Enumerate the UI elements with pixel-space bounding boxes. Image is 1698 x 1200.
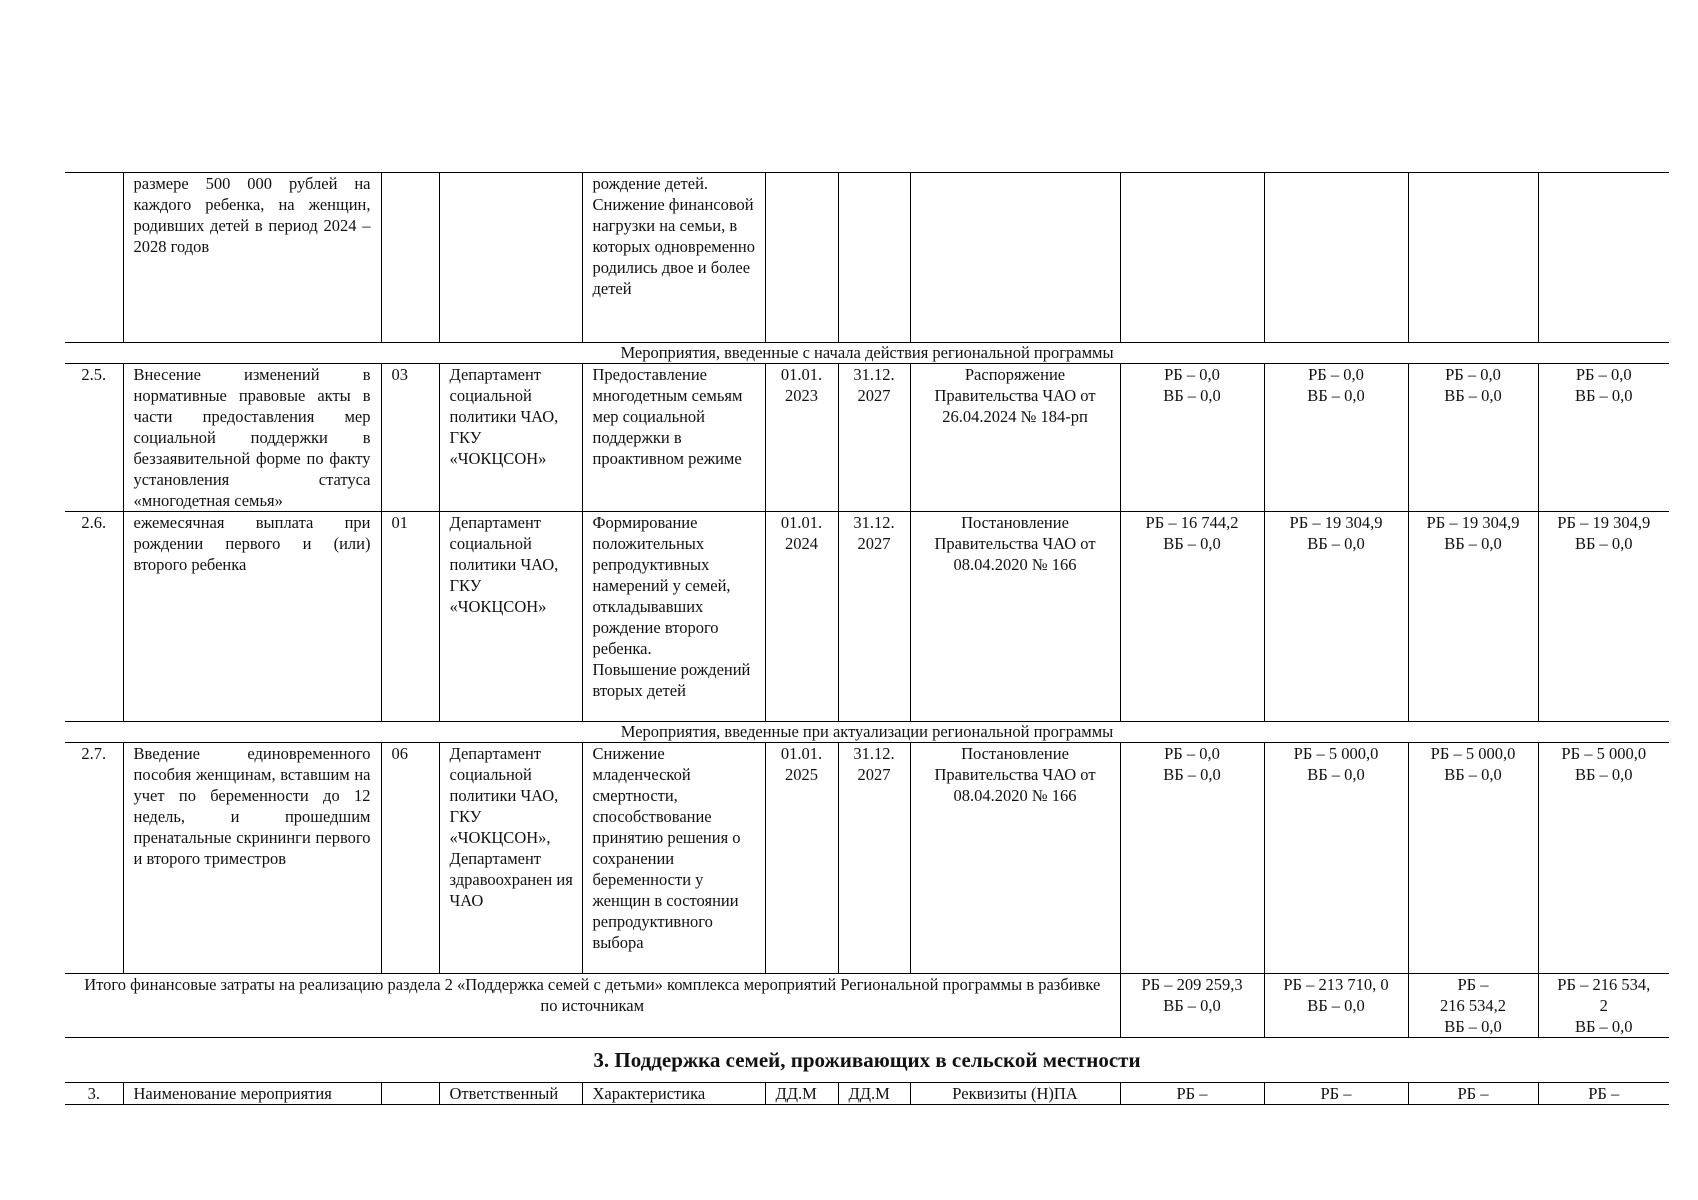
- cell-fin-3: РБ –: [1408, 1083, 1538, 1105]
- cell-fin-3: РБ – 19 304,9 ВБ – 0,0: [1408, 512, 1538, 722]
- cell-responsible: Департамент социальной политики ЧАО, ГКУ «ЧОКЦСОН», Департамент здравоохранен ия ЧАО: [439, 743, 582, 974]
- cell-name: Введение единовременного пособия женщинам, вставшим на учет по беременности до 12 недель, и прошедшим пренатальные скрининги первого и второго триместров: [123, 743, 381, 974]
- cell-responsible: Ответственный: [439, 1083, 582, 1105]
- cell-fin-1: РБ –: [1120, 1083, 1264, 1105]
- table-row-2-6: [65, 512, 1669, 722]
- cell-start: [765, 173, 838, 343]
- cell-fin-2: РБ – 0,0 ВБ – 0,0: [1264, 364, 1408, 512]
- cell-fin-3: [1408, 173, 1538, 343]
- table-row-continuation: [65, 173, 1669, 343]
- subsection-title: Мероприятия, введенные с начала действия региональной программы: [65, 343, 1669, 364]
- cell-npa: Постановление Правительства ЧАО от 08.04.2020 № 166: [910, 512, 1120, 722]
- cell-num: 2.6.: [65, 512, 123, 722]
- cell-name: размере 500 000 рублей на каждого ребенка, на женщин, родивших детей в период 2024 – 2028 годов: [123, 173, 381, 343]
- total-fin-1: РБ – 209 259,3 ВБ – 0,0: [1120, 974, 1264, 1038]
- cell-name: Наименование мероприятия: [123, 1083, 381, 1105]
- total-fin-3: РБ – 216 534,2 ВБ – 0,0: [1408, 974, 1538, 1038]
- cell-fin-4: [1538, 173, 1669, 343]
- total-label: Итого финансовые затраты на реализацию раздела 2 «Поддержка семей с детьми» комплекса мероприятий Региональной программы в разбивке по источникам: [65, 974, 1120, 1038]
- cell-npa: [910, 173, 1120, 343]
- cell-fin-3: РБ – 5 000,0 ВБ – 0,0: [1408, 743, 1538, 974]
- cell-fin-4: РБ – 19 304,9 ВБ – 0,0: [1538, 512, 1669, 722]
- cell-end: ДД.М: [838, 1083, 910, 1105]
- cell-end: 31.12. 2027: [838, 364, 910, 512]
- cell-end: [838, 173, 910, 343]
- cell-code: 06: [381, 743, 439, 974]
- cell-fin-4: РБ – 0,0 ВБ – 0,0: [1538, 364, 1669, 512]
- cell-fin-2: [1264, 173, 1408, 343]
- table-row-2-7: [65, 743, 1669, 974]
- table-row-total: [65, 974, 1669, 1038]
- cell-code: 03: [381, 364, 439, 512]
- cell-end: 31.12. 2027: [838, 743, 910, 974]
- cell-start: 01.01. 2024: [765, 512, 838, 722]
- cell-npa: Распоряжение Правительства ЧАО от 26.04.2024 № 184-рп: [910, 364, 1120, 512]
- cell-fin-2: РБ – 19 304,9 ВБ – 0,0: [1264, 512, 1408, 722]
- cell-fin-2: РБ – 5 000,0 ВБ – 0,0: [1264, 743, 1408, 974]
- section-heading-row: [65, 1038, 1669, 1083]
- cell-start: 01.01. 2023: [765, 364, 838, 512]
- table-row-3: [65, 1083, 1669, 1105]
- cell-start: ДД.М: [765, 1083, 838, 1105]
- cell-npa: Постановление Правительства ЧАО от 08.04.2020 № 166: [910, 743, 1120, 974]
- cell-responsible: [439, 173, 582, 343]
- cell-responsible: Департамент социальной политики ЧАО, ГКУ «ЧОКЦСОН»: [439, 512, 582, 722]
- cell-name: ежемесячная выплата при рождении первого и (или) второго ребенка: [123, 512, 381, 722]
- cell-code: [381, 1083, 439, 1105]
- cell-start: 01.01. 2025: [765, 743, 838, 974]
- total-fin-4: РБ – 216 534, 2 ВБ – 0,0: [1538, 974, 1669, 1038]
- table-row-2-5: [65, 364, 1669, 512]
- cell-npa: Реквизиты (Н)ПА: [910, 1083, 1120, 1105]
- subsection-row: [65, 343, 1669, 364]
- cell-num: [65, 173, 123, 343]
- cell-code: 01: [381, 512, 439, 722]
- cell-num: 3.: [65, 1083, 123, 1105]
- cell-fin-1: [1120, 173, 1264, 343]
- cell-responsible: Департамент социальной политики ЧАО, ГКУ «ЧОКЦСОН»: [439, 364, 582, 512]
- cell-fin-1: РБ – 0,0 ВБ – 0,0: [1120, 743, 1264, 974]
- subsection-title: Мероприятия, введенные при актуализации региональной программы: [65, 722, 1669, 743]
- cell-fin-4: РБ – 5 000,0 ВБ – 0,0: [1538, 743, 1669, 974]
- cell-fin-1: РБ – 0,0 ВБ – 0,0: [1120, 364, 1264, 512]
- cell-fin-1: РБ – 16 744,2 ВБ – 0,0: [1120, 512, 1264, 722]
- cell-result: Характеристика: [582, 1083, 765, 1105]
- cell-result: Предоставление многодетным семьям мер социальной поддержки в проактивном режиме: [582, 364, 765, 512]
- cell-result: Формирование положительных репродуктивных намерений у семей, откладывавших рождение второго ребенка. Повышение рождений вторых детей: [582, 512, 765, 722]
- cell-fin-4: РБ –: [1538, 1083, 1669, 1105]
- cell-code: [381, 173, 439, 343]
- total-fin-2: РБ – 213 710, 0 ВБ – 0,0: [1264, 974, 1408, 1038]
- measures-table: [65, 172, 1669, 1105]
- cell-num: 2.5.: [65, 364, 123, 512]
- subsection-row: [65, 722, 1669, 743]
- cell-result: Снижение младенческой смертности, способствование принятию решения о сохранении беременности у женщин в состоянии репродуктивного выбора: [582, 743, 765, 974]
- cell-name: Внесение изменений в нормативные правовые акты в части предоставления мер социальной поддержки в беззаявительной форме по факту установления статуса «многодетная семья»: [123, 364, 381, 512]
- cell-end: 31.12. 2027: [838, 512, 910, 722]
- cell-result: рождение детей. Снижение финансовой нагрузки на семьи, в которых одновременно родились двое и более детей: [582, 173, 765, 343]
- cell-num: 2.7.: [65, 743, 123, 974]
- cell-fin-3: РБ – 0,0 ВБ – 0,0: [1408, 364, 1538, 512]
- cell-fin-2: РБ –: [1264, 1083, 1408, 1105]
- section-title: 3. Поддержка семей, проживающих в сельской местности: [65, 1038, 1669, 1083]
